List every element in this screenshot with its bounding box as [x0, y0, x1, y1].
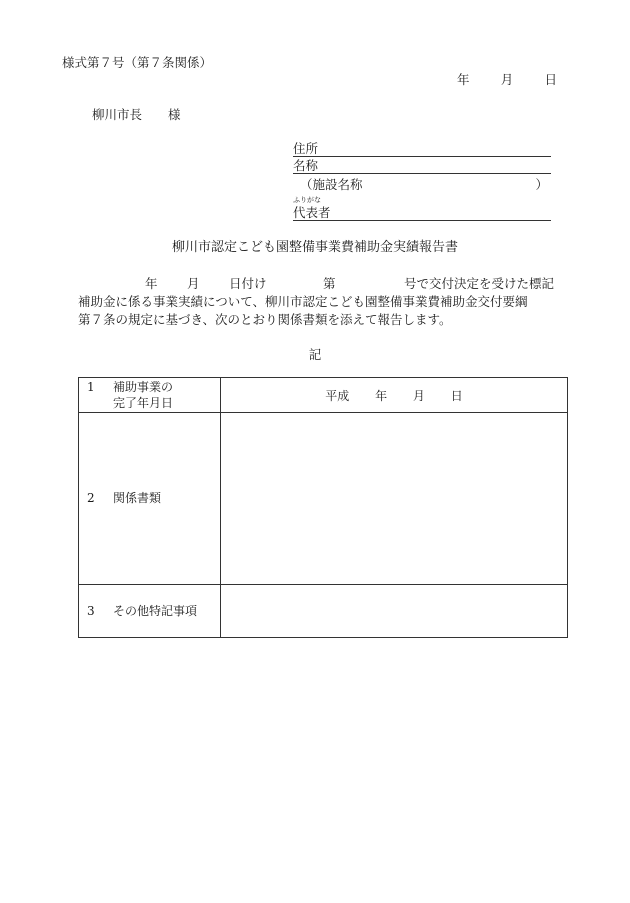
date-year-label: 年	[457, 72, 470, 87]
address-field[interactable]	[293, 141, 551, 157]
addressee-name: 柳川市長	[92, 107, 143, 122]
row1-label-line1: 補助事業の	[113, 379, 174, 394]
submission-date	[457, 72, 557, 87]
related-documents-field[interactable]	[221, 413, 568, 585]
facility-close-paren: ）	[535, 177, 548, 192]
completion-month-label: 月	[412, 388, 425, 403]
completion-year-label: 年	[375, 388, 388, 403]
table-row-other-notes	[79, 585, 568, 638]
addressee	[92, 107, 181, 122]
row1-label-cell	[79, 378, 221, 413]
row1-number: 1	[87, 379, 95, 394]
document-title: 柳川市認定こども園整備事業費補助金実績報告書	[171, 240, 458, 255]
form-number: 様式第７号（第７条関係）	[62, 55, 213, 70]
decision-year-label: 年	[145, 276, 158, 291]
date-day-label: 日	[544, 72, 557, 87]
addressee-honorific: 様	[168, 107, 181, 122]
representative-label: 代表者	[293, 205, 331, 220]
row3-number: 3	[87, 603, 95, 618]
decision-day-label: 日付け	[229, 276, 267, 291]
ki-heading: 記	[308, 347, 322, 362]
name-field[interactable]	[293, 158, 551, 174]
facility-label: （施設名称	[300, 177, 363, 192]
decision-rest-text: 号で交付決定を受けた標記	[404, 276, 555, 291]
report-table	[78, 377, 568, 638]
row1-label-line2: 完了年月日	[113, 396, 174, 410]
name-label: 名称	[293, 158, 319, 173]
decision-no-label: 第	[323, 276, 336, 291]
completion-date-field[interactable]	[221, 378, 568, 413]
decision-month-label: 月	[187, 276, 200, 291]
address-label: 住所	[293, 141, 319, 156]
representative-field[interactable]	[293, 205, 551, 221]
other-notes-field[interactable]	[221, 585, 568, 638]
row2-label-cell	[79, 413, 221, 585]
table-row-completion-date	[79, 378, 568, 413]
furigana-label: ふりがな	[293, 196, 321, 204]
era-label: 平成	[325, 388, 350, 403]
row2-number: 2	[87, 491, 95, 506]
completion-day-label: 日	[450, 388, 463, 403]
date-month-label: 月	[500, 72, 514, 87]
row3-label-cell	[79, 585, 221, 638]
row3-label: その他特記事項	[113, 603, 198, 618]
table-row-related-documents	[79, 413, 568, 585]
facility-name-field[interactable]	[300, 177, 548, 192]
row2-label: 関係書類	[113, 491, 162, 506]
body-line-2: 補助金に係る事業実績について、柳川市認定こども園整備事業費補助金交付要綱	[78, 294, 528, 309]
body-line-3: 第７条の規定に基づき、次のとおり関係書類を添えて報告します。	[78, 312, 452, 327]
